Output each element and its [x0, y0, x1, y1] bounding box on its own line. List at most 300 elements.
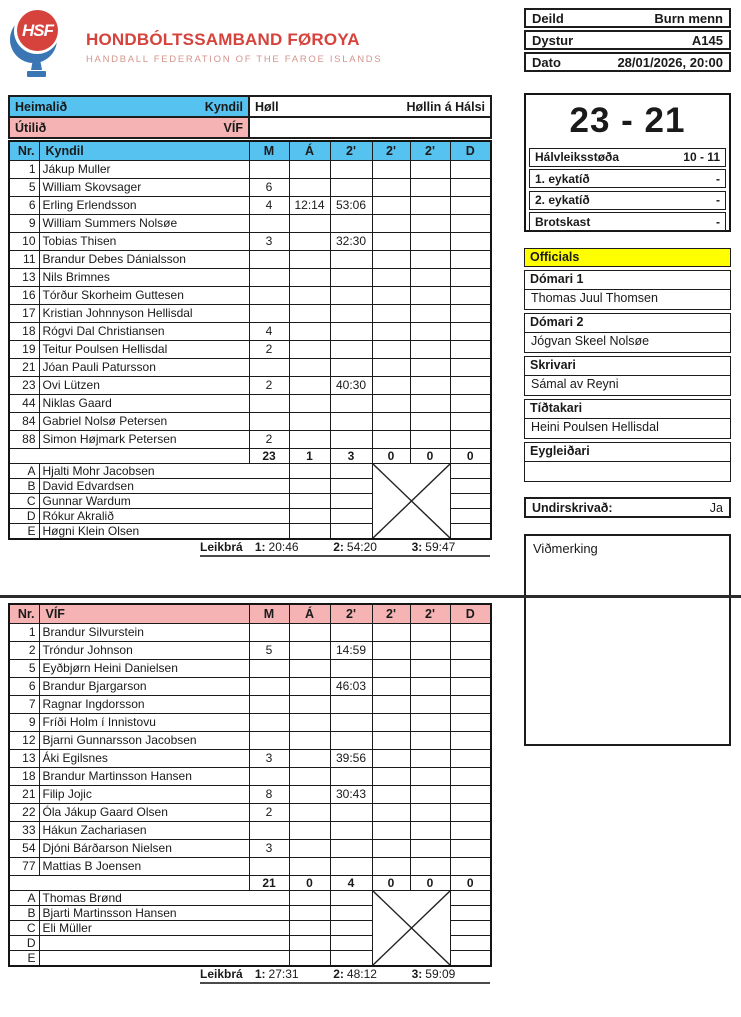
player-row	[9, 340, 491, 358]
stat-cell	[410, 839, 450, 857]
official-entry	[524, 270, 731, 310]
logo-base	[27, 71, 46, 77]
stat-cell: 46:03	[330, 677, 372, 695]
hall-label: Høll	[255, 99, 279, 114]
player-row	[9, 196, 491, 214]
stat-cell	[289, 641, 330, 659]
logo-ball-icon	[17, 10, 58, 51]
staff-stat-cell	[330, 523, 372, 539]
staff-stat-cell	[289, 935, 330, 950]
stat-cell	[450, 304, 491, 322]
stat-cell: 2	[249, 376, 289, 394]
stat-cell	[330, 857, 372, 875]
stat-cell	[372, 641, 410, 659]
stat-cell	[289, 821, 330, 839]
leikbra-period: 1:	[254, 540, 266, 554]
official-role: Tíðtakari	[525, 400, 730, 419]
staff-stat-cell	[450, 508, 491, 523]
stat-cell	[450, 677, 491, 695]
stat-cell	[450, 821, 491, 839]
staff-stat-cell	[330, 905, 372, 920]
player-row	[9, 731, 491, 749]
official-role: Skrivari	[525, 357, 730, 376]
stat-cell	[289, 340, 330, 358]
stat-cell	[450, 376, 491, 394]
staff-name: Eli Müller	[39, 920, 289, 935]
stat-cell	[289, 839, 330, 857]
col-header-stat-4: 2'	[410, 141, 450, 160]
stat-cell	[450, 785, 491, 803]
col-header-stat-1: Á	[289, 141, 330, 160]
leikbra-period: 2:	[333, 967, 344, 981]
stat-cell	[410, 268, 450, 286]
stat-cell	[372, 196, 410, 214]
stat-cell	[289, 623, 330, 641]
official-entry	[524, 356, 731, 396]
staff-name: David Edvardsen	[39, 478, 289, 493]
stat-cell	[249, 160, 289, 178]
roster-table-home	[8, 140, 492, 557]
player-name: Filip Jojic	[39, 785, 249, 803]
player-name: Jóan Pauli Patursson	[39, 358, 249, 376]
dato-value: 28/01/2026, 20:00	[617, 54, 723, 70]
player-row	[9, 358, 491, 376]
stat-cell	[372, 749, 410, 767]
stat-cell	[450, 196, 491, 214]
leikbra-label: Leikbrá	[200, 540, 243, 554]
brand-header	[10, 6, 490, 88]
stat-cell: 2	[249, 340, 289, 358]
stat-cell	[450, 749, 491, 767]
player-name: Nils Brimnes	[39, 268, 249, 286]
stat-cell	[289, 659, 330, 677]
player-name: William Summers Nolsøe	[39, 214, 249, 232]
x-mark-icon	[373, 891, 450, 965]
stat-cell	[289, 677, 330, 695]
staff-letter: C	[9, 920, 39, 935]
leikbra-time: 54:20	[346, 540, 377, 554]
player-name: Erling Erlendsson	[39, 196, 249, 214]
player-name: Bjarni Gunnarsson Jacobsen	[39, 731, 249, 749]
stat-cell	[372, 214, 410, 232]
totals-row	[9, 875, 491, 890]
totals-cell: 23	[249, 448, 289, 463]
player-name: Brandur Debes Dánialsson	[39, 250, 249, 268]
stat-cell	[249, 412, 289, 430]
leikbra-period: 3:	[411, 967, 423, 981]
player-row	[9, 322, 491, 340]
deild-value: Burn menn	[654, 10, 723, 26]
staff-letter: C	[9, 493, 39, 508]
staff-stat-cell	[289, 463, 330, 478]
staff-stat-cell	[330, 950, 372, 966]
stat-cell	[410, 412, 450, 430]
logo-stem	[31, 61, 42, 70]
staff-stat-cell	[330, 493, 372, 508]
staff-letter: E	[9, 523, 39, 539]
logo-monogram: HSF	[22, 20, 53, 40]
stat-cell: 5	[249, 641, 289, 659]
stat-cell	[249, 268, 289, 286]
stat-cell	[410, 430, 450, 448]
stat-cell	[450, 857, 491, 875]
stat-cell	[450, 803, 491, 821]
stat-cell	[450, 178, 491, 196]
staff-stat-cell	[450, 890, 491, 905]
remarks-label: Viðmerking	[533, 541, 598, 556]
player-row	[9, 250, 491, 268]
federation-logo	[10, 6, 64, 82]
player-name: Djóni Bárðarson Nielsen	[39, 839, 249, 857]
stat-cell: 3	[249, 749, 289, 767]
stat-cell	[372, 659, 410, 677]
halftime-row	[529, 148, 726, 167]
leikbra-time: 27:31	[268, 967, 299, 981]
stat-cell	[372, 412, 410, 430]
stat-cell	[372, 803, 410, 821]
official-name: Sámal av Reyni	[531, 377, 619, 391]
staff-stat-cell	[450, 905, 491, 920]
stat-cell	[372, 304, 410, 322]
player-number: 6	[9, 677, 39, 695]
stat-cell	[450, 659, 491, 677]
player-number: 44	[9, 394, 39, 412]
staff-letter: A	[9, 463, 39, 478]
stat-cell	[330, 412, 372, 430]
stat-cell	[330, 358, 372, 376]
stat-cell	[410, 713, 450, 731]
roster-header-row	[9, 141, 491, 160]
stat-cell	[410, 178, 450, 196]
col-header-stat-5: D	[450, 141, 491, 160]
stat-cell: 12:14	[289, 196, 330, 214]
leikbra-time: 48:12	[346, 967, 377, 981]
stat-cell: 6	[249, 178, 289, 196]
stat-cell	[330, 322, 372, 340]
stat-cell	[410, 803, 450, 821]
stat-cell	[330, 839, 372, 857]
player-name: Tróndur Johnson	[39, 641, 249, 659]
player-name: Brandur Bjargarson	[39, 677, 249, 695]
stat-cell	[372, 695, 410, 713]
totals-blank	[9, 875, 249, 890]
staff-name: Thomas Brønd	[39, 890, 289, 905]
stat-cell	[289, 376, 330, 394]
staff-stat-cell	[289, 508, 330, 523]
section-divider	[0, 595, 741, 598]
staff-stat-cell	[330, 463, 372, 478]
totals-blank	[9, 448, 249, 463]
stat-cell	[410, 767, 450, 785]
away-label: Útilið	[15, 120, 47, 135]
stat-cell	[249, 394, 289, 412]
totals-row	[9, 448, 491, 463]
player-name: Fríði Holm í Innistovu	[39, 713, 249, 731]
staff-stat-cell	[330, 478, 372, 493]
staff-letter: B	[9, 478, 39, 493]
staff-stat-cell	[450, 463, 491, 478]
stat-cell	[450, 839, 491, 857]
staff-stat-cell	[289, 523, 330, 539]
totals-cell: 3	[330, 448, 372, 463]
staff-stat-cell	[289, 478, 330, 493]
stat-cell	[372, 160, 410, 178]
final-score: 23 - 21	[569, 101, 686, 140]
leikbra-time: 59:09	[425, 967, 456, 981]
stat-cell	[289, 713, 330, 731]
col-header-stat-0: M	[249, 604, 289, 623]
stat-cell	[330, 340, 372, 358]
staff-stat-cell	[330, 890, 372, 905]
stat-cell	[330, 268, 372, 286]
player-number: 1	[9, 623, 39, 641]
stat-cell	[289, 803, 330, 821]
player-row	[9, 677, 491, 695]
federation-name: HONDBÓLTSSAMBAND FØROYA	[86, 30, 360, 49]
stat-cell	[410, 394, 450, 412]
player-name: Óla Jákup Gaard Olsen	[39, 803, 249, 821]
stat-cell	[372, 785, 410, 803]
stat-cell	[330, 394, 372, 412]
stat-cell	[450, 232, 491, 250]
stat-cell	[372, 623, 410, 641]
totals-cell: 0	[372, 875, 410, 890]
stat-cell	[410, 785, 450, 803]
player-name: Simon Højmark Petersen	[39, 430, 249, 448]
penalty-shootout-value: -	[716, 214, 720, 229]
player-number: 13	[9, 268, 39, 286]
player-name: Hákun Zachariasen	[39, 821, 249, 839]
player-number: 88	[9, 430, 39, 448]
player-row	[9, 713, 491, 731]
staff-stat-cell	[289, 905, 330, 920]
stat-cell: 53:06	[330, 196, 372, 214]
signature-label: Undirskrivað:	[532, 500, 613, 515]
leikbra-row-home	[200, 540, 490, 557]
stat-cell: 30:43	[330, 785, 372, 803]
player-number: 6	[9, 196, 39, 214]
player-row	[9, 857, 491, 875]
totals-cell: 4	[330, 875, 372, 890]
player-row	[9, 376, 491, 394]
stat-cell	[330, 695, 372, 713]
penalty-x-cell	[372, 463, 450, 539]
col-header-stat-5: D	[450, 604, 491, 623]
stat-cell	[372, 394, 410, 412]
col-header-team: Kyndil	[39, 141, 249, 160]
stat-cell	[289, 214, 330, 232]
stat-cell	[330, 430, 372, 448]
stat-cell	[410, 677, 450, 695]
stat-cell	[289, 232, 330, 250]
leikbra-row-away	[200, 967, 490, 984]
dato-label: Dato	[532, 54, 561, 70]
leikbra-time: 20:46	[268, 540, 299, 554]
stat-cell	[330, 659, 372, 677]
staff-name: Gunnar Wardum	[39, 493, 289, 508]
roster-table-away	[8, 603, 492, 984]
staff-stat-cell	[450, 523, 491, 539]
player-number: 18	[9, 767, 39, 785]
player-name: Brandur Martinsson Hansen	[39, 767, 249, 785]
stat-cell	[450, 713, 491, 731]
player-name: Ovi Lützen	[39, 376, 249, 394]
x-mark-icon	[373, 464, 450, 538]
staff-name	[39, 950, 289, 966]
stat-cell	[330, 286, 372, 304]
player-name: Brandur Silvurstein	[39, 623, 249, 641]
stat-cell	[410, 857, 450, 875]
stat-cell	[410, 821, 450, 839]
official-name: Thomas Juul Thomsen	[531, 291, 658, 305]
teams-block	[8, 95, 492, 139]
stat-cell	[330, 821, 372, 839]
stat-cell	[249, 304, 289, 322]
federation-subtitle: HANDBALL FEDERATION OF THE FAROE ISLANDS	[86, 54, 383, 65]
stat-cell	[289, 857, 330, 875]
player-row	[9, 767, 491, 785]
player-number: 18	[9, 322, 39, 340]
player-row	[9, 160, 491, 178]
leikbra-entry	[412, 967, 490, 981]
player-row	[9, 641, 491, 659]
player-number: 16	[9, 286, 39, 304]
totals-cell: 0	[372, 448, 410, 463]
stat-cell: 40:30	[330, 376, 372, 394]
stat-cell	[450, 430, 491, 448]
stat-cell	[410, 250, 450, 268]
col-header-stat-0: M	[249, 141, 289, 160]
overtime2-label: 2. eykatíð	[535, 193, 590, 207]
stat-cell	[330, 713, 372, 731]
staff-stat-cell	[450, 920, 491, 935]
stat-cell	[330, 250, 372, 268]
deild-label: Deild	[532, 10, 564, 26]
stat-cell	[372, 376, 410, 394]
hall-cell	[249, 96, 491, 117]
staff-stat-cell	[289, 920, 330, 935]
match-info-row	[524, 30, 731, 50]
player-name: Tórður Skorheim Guttesen	[39, 286, 249, 304]
stat-cell	[289, 304, 330, 322]
official-entry	[524, 442, 731, 482]
stat-cell	[372, 857, 410, 875]
staff-stat-cell	[450, 950, 491, 966]
halftime-label: Hálvleiksstøða	[535, 150, 620, 164]
staff-name: Høgni Klein Olsen	[39, 523, 289, 539]
stat-cell	[249, 286, 289, 304]
player-number: 10	[9, 232, 39, 250]
player-name: Mattias B Joensen	[39, 857, 249, 875]
overtime2-value: -	[716, 193, 720, 207]
col-header-stat-3: 2'	[372, 141, 410, 160]
overtime1-value: -	[716, 171, 720, 186]
stat-cell	[372, 232, 410, 250]
stat-cell	[372, 322, 410, 340]
stat-cell	[372, 178, 410, 196]
stat-cell	[249, 358, 289, 376]
stat-cell: 32:30	[330, 232, 372, 250]
staff-stat-cell	[450, 478, 491, 493]
player-name: Rógvi Dal Christiansen	[39, 322, 249, 340]
stat-cell	[372, 821, 410, 839]
staff-letter: A	[9, 890, 39, 905]
penalty-x-cell	[372, 890, 450, 966]
stat-cell	[450, 767, 491, 785]
home-label: Heimalið	[15, 99, 68, 114]
player-number: 5	[9, 659, 39, 677]
leikbra-entry	[412, 540, 490, 554]
player-name: Jákup Muller	[39, 160, 249, 178]
remarks-box	[524, 534, 731, 746]
stat-cell	[410, 286, 450, 304]
player-number: 21	[9, 358, 39, 376]
staff-row	[9, 463, 491, 478]
player-row	[9, 394, 491, 412]
player-row	[9, 286, 491, 304]
overtime1-row	[529, 169, 726, 188]
staff-row	[9, 890, 491, 905]
staff-name	[39, 935, 289, 950]
player-row	[9, 268, 491, 286]
stat-cell	[330, 731, 372, 749]
away-team-cell	[9, 117, 249, 138]
stat-cell	[330, 623, 372, 641]
stat-cell	[410, 322, 450, 340]
stat-cell: 4	[249, 196, 289, 214]
staff-letter: D	[9, 508, 39, 523]
stat-cell	[372, 268, 410, 286]
player-number: 17	[9, 304, 39, 322]
stat-cell	[410, 340, 450, 358]
player-row	[9, 214, 491, 232]
player-row	[9, 623, 491, 641]
col-header-nr: Nr.	[9, 141, 39, 160]
totals-cell: 0	[450, 875, 491, 890]
stat-cell: 14:59	[330, 641, 372, 659]
player-number: 9	[9, 713, 39, 731]
player-row	[9, 839, 491, 857]
stat-cell	[289, 695, 330, 713]
official-name: Jógvan Skeel Nolsøe	[531, 334, 650, 348]
leikbra-entry	[333, 967, 411, 981]
stat-cell	[450, 623, 491, 641]
player-row	[9, 821, 491, 839]
stat-cell	[450, 731, 491, 749]
stat-cell	[410, 659, 450, 677]
stat-cell	[289, 268, 330, 286]
away-team-name: VÍF	[223, 120, 243, 135]
stat-cell	[289, 749, 330, 767]
official-entry	[524, 313, 731, 353]
player-name: Kristian Johnnyson Hellisdal	[39, 304, 249, 322]
player-number: 22	[9, 803, 39, 821]
empty-cell	[249, 117, 491, 138]
official-role: Eygleiðari	[525, 443, 730, 462]
match-info-row	[524, 8, 731, 28]
stat-cell	[249, 713, 289, 731]
player-row	[9, 749, 491, 767]
totals-cell: 1	[289, 448, 330, 463]
stat-cell	[410, 376, 450, 394]
stat-cell	[450, 214, 491, 232]
player-number: 5	[9, 178, 39, 196]
player-number: 9	[9, 214, 39, 232]
player-name: Ragnar Ingdorsson	[39, 695, 249, 713]
stat-cell: 2	[249, 430, 289, 448]
stat-cell	[330, 803, 372, 821]
player-row	[9, 785, 491, 803]
